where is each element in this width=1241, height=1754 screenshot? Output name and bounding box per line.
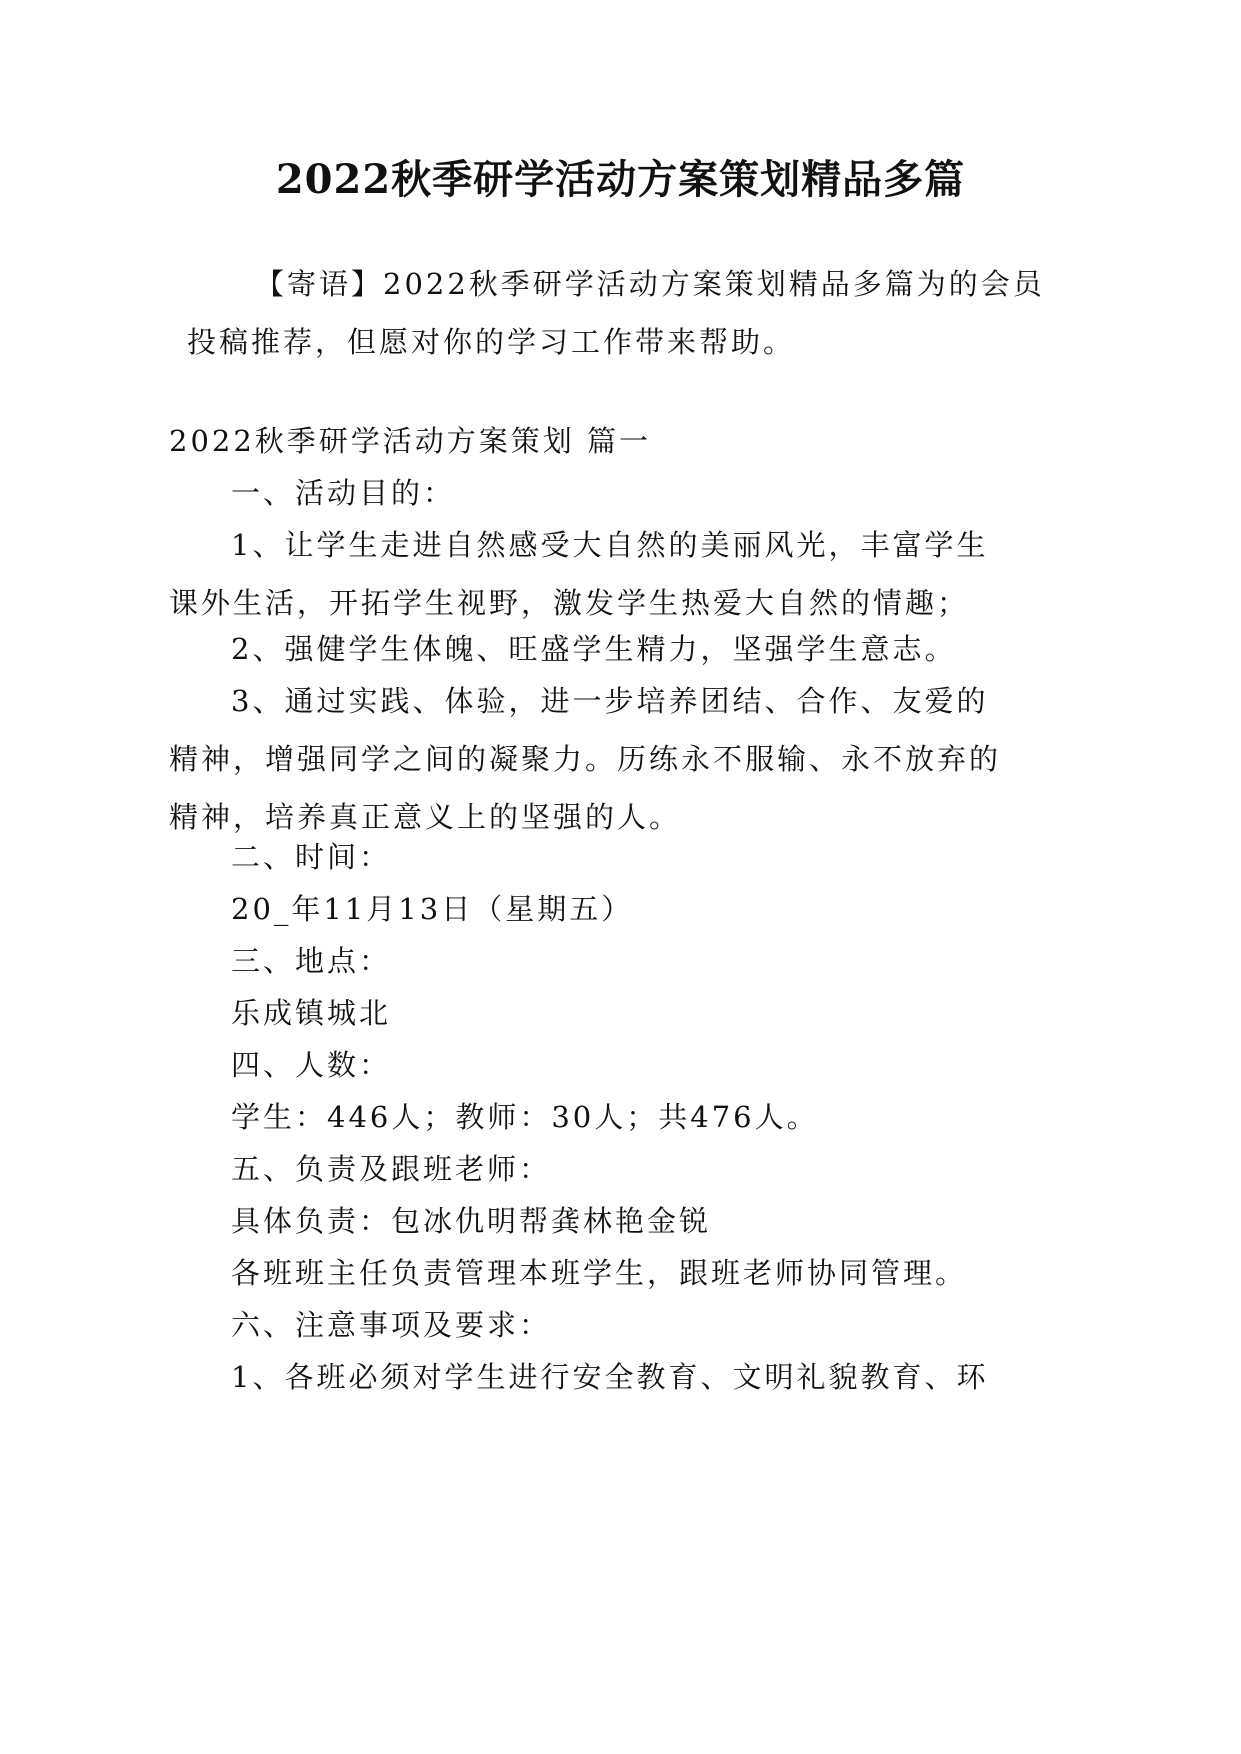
teachers-note: 各班班主任负责管理本班学生，跟班老师协同管理。 [231, 1256, 968, 1290]
purpose-heading: 一、活动目的： [231, 476, 456, 510]
intro-line-2: 投稿推荐，但愿对你的学习工作带来帮助。 [187, 325, 796, 359]
place-heading: 三、地点： [231, 944, 392, 978]
people-heading: 四、人数： [231, 1048, 392, 1082]
purpose-item-2: 2、强健学生体魄、旺盛学生精力，坚强学生意志。 [231, 632, 957, 666]
time-value: 20_年11月13日（星期五） [231, 892, 634, 926]
purpose-3-line-3: 精神，培养真正意义上的坚强的人。 [169, 800, 682, 834]
place-value: 乐成镇城北 [231, 996, 392, 1030]
section-heading: 2022秋季研学活动方案策划 篇一 [169, 424, 652, 458]
teachers-heading: 五、负责及跟班老师： [231, 1152, 552, 1186]
purpose-item-1 [169, 516, 1041, 632]
teachers-value: 具体负责：包冰仇明帮龚林艳金锐 [231, 1204, 712, 1238]
intro-paragraph [187, 255, 1059, 371]
people-value: 学生：446人；教师：30人；共476人。 [231, 1100, 819, 1134]
purpose-1-line-2: 课外生活，开拓学生视野，激发学生热爱大自然的情趣； [169, 586, 970, 620]
time-heading: 二、时间： [231, 840, 392, 874]
document-title: 2022秋季研学活动方案策划精品多篇 [275, 156, 966, 203]
intro-line-1: 【寄语】2022秋季研学活动方案策划精品多篇为的会员 [255, 267, 1045, 301]
purpose-item-3 [169, 672, 1041, 846]
purpose-1-line-1: 1、让学生走进自然感受大自然的美丽风光，丰富学生 [231, 528, 989, 562]
notes-item-1: 1、各班必须对学生进行安全教育、文明礼貌教育、环 [231, 1360, 989, 1394]
notes-heading: 六、注意事项及要求： [231, 1308, 552, 1342]
purpose-3-line-2: 精神，增强同学之间的凝聚力。历练永不服输、永不放弃的 [169, 742, 1002, 776]
purpose-3-line-1: 3、通过实践、体验，进一步培养团结、合作、友爱的 [231, 684, 989, 718]
